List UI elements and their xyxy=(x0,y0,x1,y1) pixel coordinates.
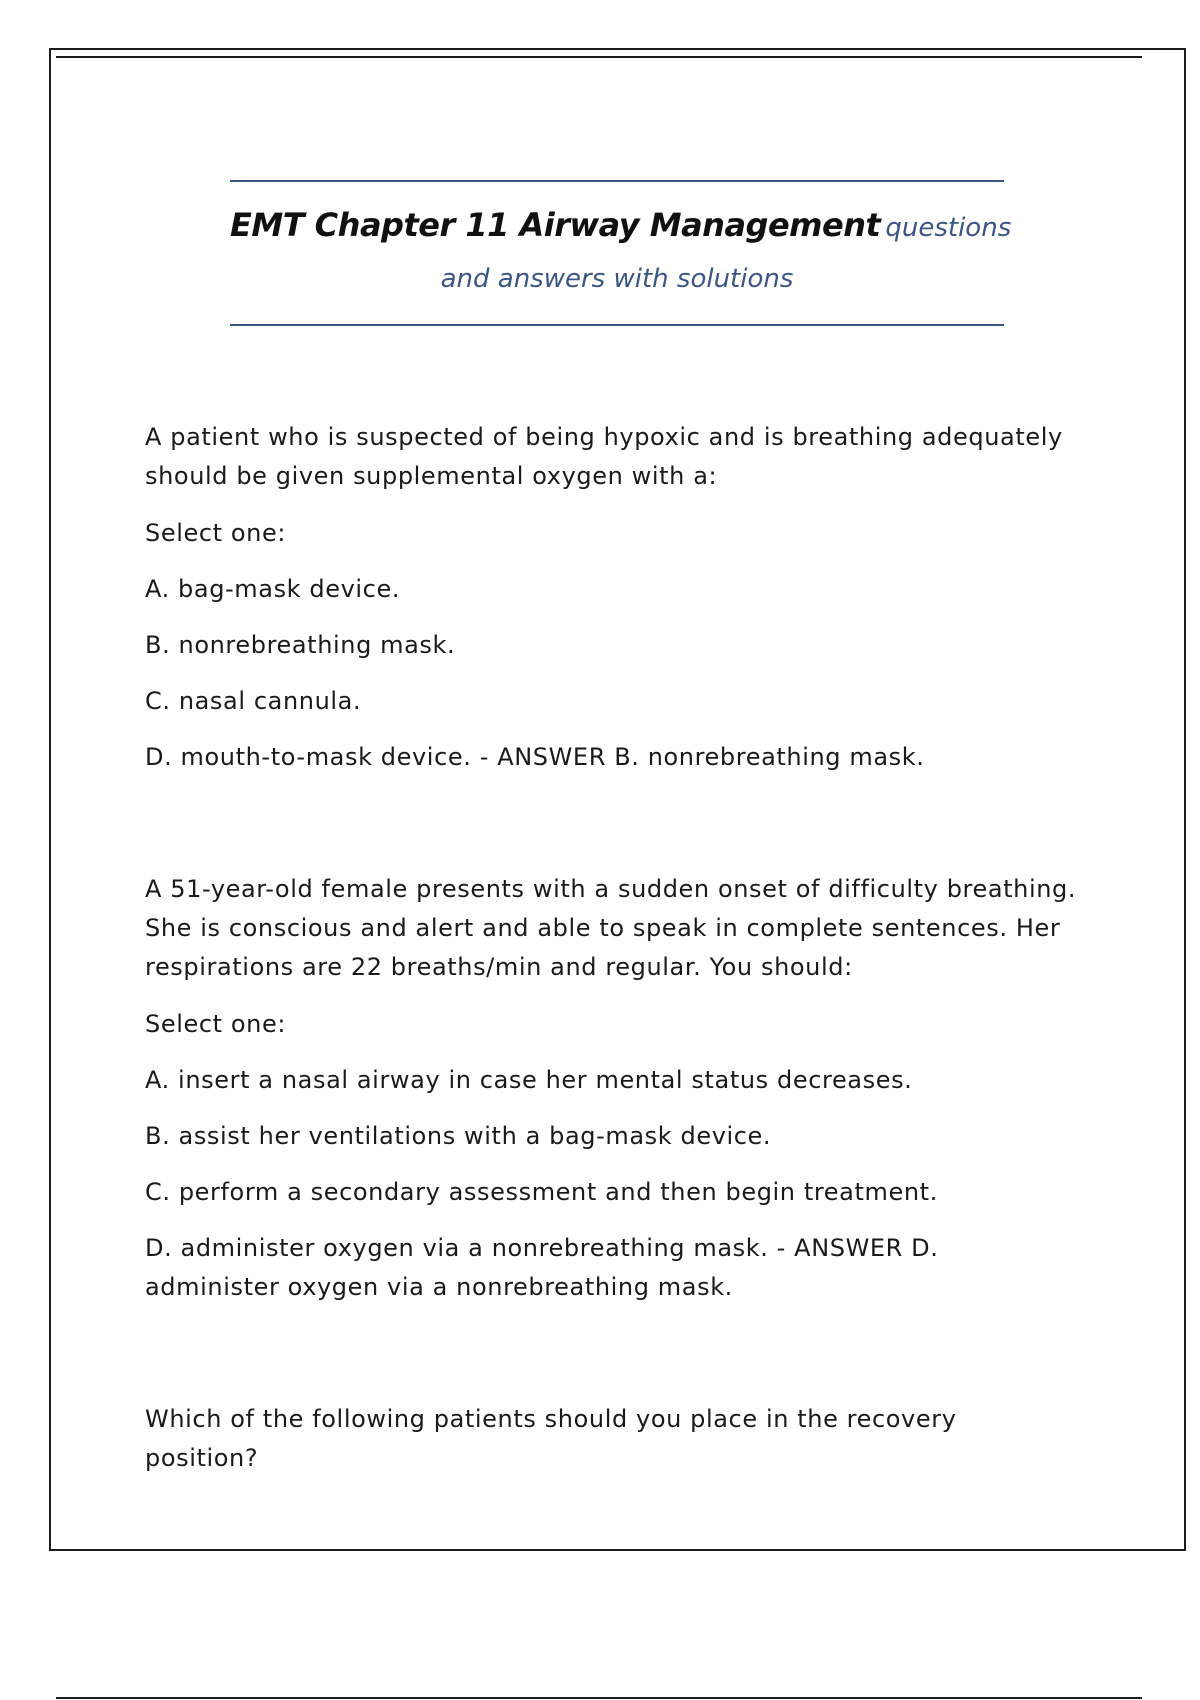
document-title-suffix: questions xyxy=(885,213,1012,243)
question-3 xyxy=(145,1400,1095,1478)
question-prompt: Which of the following patients should you place in the recovery position? xyxy=(145,1405,957,1472)
question-list xyxy=(145,418,1095,1496)
question-prompt: A patient who is suspected of being hypoxic and is breathing adequately should be given supplemental oxygen with a: xyxy=(145,423,1063,490)
title-block xyxy=(230,180,1012,326)
answer-option-with-answer: D. mouth-to-mask device. - ANSWER B. nonrebreathing mask. xyxy=(145,743,925,771)
question-spacer xyxy=(145,794,1095,870)
answer-option: B. assist her ventilations with a bag-mask device. xyxy=(145,1122,772,1150)
answer-option: C. perform a secondary assessment and then begin treatment. xyxy=(145,1178,938,1206)
title-line-1 xyxy=(230,206,1012,244)
bottom-rule xyxy=(56,1697,1142,1699)
answer-option: A. insert a nasal airway in case her mental status decreases. xyxy=(145,1066,913,1094)
select-one-label: Select one: xyxy=(145,1010,287,1038)
answer-option: C. nasal cannula. xyxy=(145,687,362,715)
answer-option: A. bag-mask device. xyxy=(145,575,401,603)
question-1 xyxy=(145,418,1095,777)
document-subtitle: and answers with solutions xyxy=(440,264,794,294)
answer-option-with-answer: D. administer oxygen via a nonrebreathing mask. - ANSWER D. administer oxygen via a nonrebreathing mask. xyxy=(145,1234,939,1301)
answer-option: B. nonrebreathing mask. xyxy=(145,631,456,659)
top-rule xyxy=(56,56,1142,58)
question-2 xyxy=(145,870,1095,1307)
question-prompt: A 51-year-old female presents with a sudden onset of difficulty breathing. She is conscious and alert and able to speak in complete sentences. Her respirations are 22 breaths/min and regular. You should: xyxy=(145,875,1077,981)
document-title: EMT Chapter 11 Airway Management xyxy=(230,206,881,244)
question-spacer xyxy=(145,1324,1095,1400)
select-one-label: Select one: xyxy=(145,519,287,547)
